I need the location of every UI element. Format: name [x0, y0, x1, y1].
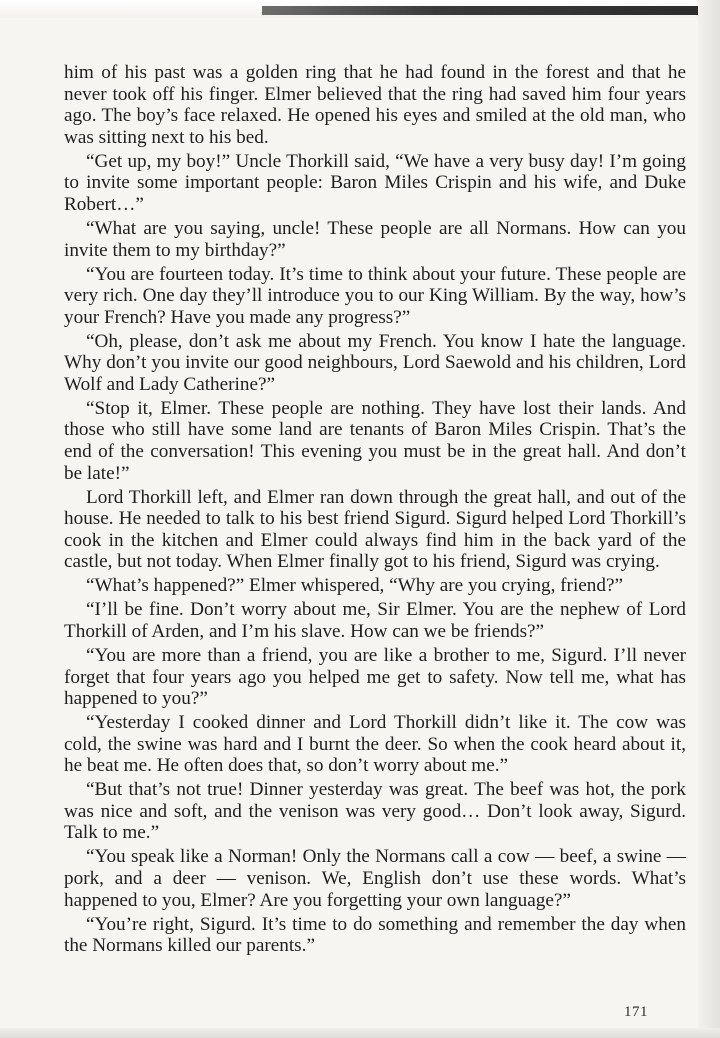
- paragraph: “Yesterday I cooked dinner and Lord Thorkill didn’t like it. The cow was cold, the swine was hard and I burnt the deer. So when the cook heard about it, he beat me. He often does that, so don’t worry about me.”: [64, 712, 686, 777]
- page-bottom-edge: [0, 1028, 720, 1038]
- paragraph: “What are you saying, uncle! These people are all Normans. How can you invite them to my birthday?”: [64, 217, 686, 261]
- page-number: 171: [624, 1004, 648, 1020]
- body-text: [64, 62, 686, 959]
- paragraph: “Oh, please, don’t ask me about my French. You know I hate the language. Why don’t you invite our good neighbours, Lord Saewold and his children, Lord Wolf and Lady Catherine?”: [64, 330, 686, 395]
- paragraph: “You are fourteen today. It’s time to think about your future. These people are very rich. One day they’ll introduce you to our King William. By the way, how’s your French? Have you made any progress?”: [64, 263, 686, 328]
- paragraph: “Stop it, Elmer. These people are nothing. They have lost their lands. And those who still have some land are tenants of Baron Miles Crispin. That’s the end of the conversation! This evening you must be in the great hall. And don’t be late!”: [64, 397, 686, 484]
- paragraph: “But that’s not true! Dinner yesterday was great. The beef was hot, the pork was nice and soft, and the venison was very good… Don’t look away, Sigurd. Talk to me.”: [64, 779, 686, 844]
- paragraph: Lord Thorkill left, and Elmer ran down through the great hall, and out of the house. He needed to talk to his best friend Sigurd. Sigurd helped Lord Thorkill’s cook in the kitchen and Elmer could always find him in the back yard of the castle, but not today. When Elmer finally got to his friend, Sigurd was crying.: [64, 486, 686, 573]
- paragraph: “You speak like a Norman! Only the Normans call a cow — beef, a swine — pork, and a deer — venison. We, English don’t use these words. What’s happened to you, Elmer? Are you forgetting your own language?”: [64, 846, 686, 911]
- paragraph: him of his past was a golden ring that he had found in the forest and that he never took off his finger. Elmer believed that the ring had saved him four years ago. The boy’s face relaxed. He opened his eyes and smiled at the old man, who was sitting next to his bed.: [64, 62, 686, 148]
- paragraph: “You are more than a friend, you are like a brother to me, Sigurd. I’ll never forget that four years ago you helped me get to safety. Now tell me, what has happened to you?”: [64, 644, 686, 710]
- paragraph: “I’ll be fine. Don’t worry about me, Sir Elmer. You are the nephew of Lord Thorkill of Arden, and I’m his slave. How can we be friends?”: [64, 599, 686, 642]
- top-rule: [262, 6, 698, 15]
- paragraph: “Get up, my boy!” Uncle Thorkill said, “We have a very busy day! I’m going to invite some important people: Baron Miles Crispin and his wife, and Duke Robert…”: [64, 150, 686, 215]
- page-right-edge: [698, 0, 720, 1038]
- paragraph: “You’re right, Sigurd. It’s time to do something and remember the day when the Normans killed our parents.”: [64, 913, 686, 957]
- paragraph: “What’s happened?” Elmer whispered, “Why are you crying, friend?”: [86, 575, 624, 597]
